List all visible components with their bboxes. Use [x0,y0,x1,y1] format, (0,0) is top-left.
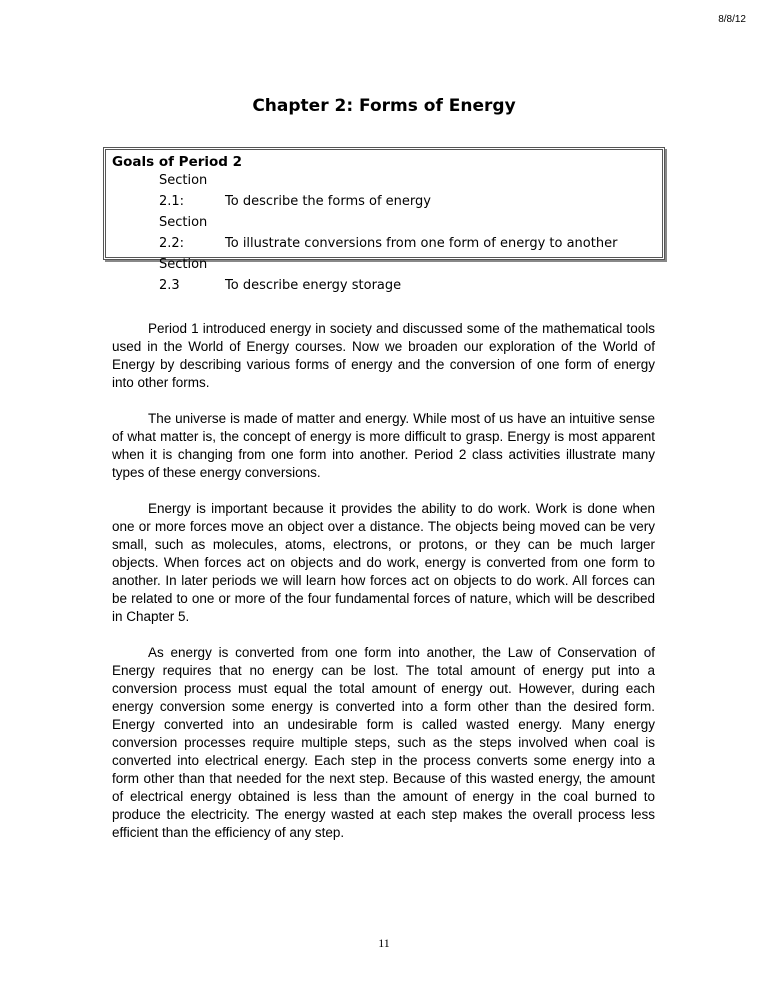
goal-item [159,170,662,212]
page-number: 11 [378,936,390,950]
paragraph: The universe is made of matter and energy. While most of us have an intuitive sense of what matter is, the concept of energy is more difficult to grasp. Energy is most apparent when it is changing from one form into another. Period 2 class activities illustrate many types of these energy conversions. [112,411,655,480]
goal-text: To describe the forms of energy [225,194,431,209]
goal-item [159,254,662,296]
goal-text: To describe energy storage [225,278,402,293]
goal-section: Section 2.3 [159,257,208,293]
header-date: 8/8/12 [718,14,746,25]
paragraph: Period 1 introduced energy in society and discussed some of the mathematical tools used in the World of Energy courses. Now we broaden our exploration of the World of Energy by describing various forms of energy and the conversion of one form of energy into other forms. [112,321,655,390]
goal-text: To illustrate conversions from one form of energy to another [225,236,618,251]
goals-heading: Goals of Period 2 [112,154,243,170]
chapter-title: Chapter 2: Forms of Energy [252,96,516,116]
goal-section: Section 2.1: [159,173,208,209]
paragraph: As energy is converted from one form into another, the Law of Conservation of Energy requires that no energy can be lost. The total amount of energy put into a conversion process must equal the total amount of energy out. However, during each energy conversion some energy is converted into a form other than the desired form. Energy converted into an undesirable form is called wasted energy. Many energy conversion processes require multiple steps, such as the steps involved when coal is converted into electrical energy. Each step in the process converts some energy into a form other than that needed for the next step. Because of this wasted energy, the amount of electrical energy obtained is less than the amount of energy in the coal burned to produce the electricity. The energy wasted at each step makes the overall process less efficient than the efficiency of any step. [112,645,655,840]
goal-item [159,212,662,254]
goal-section: Section 2.2: [159,215,208,251]
paragraph: Energy is important because it provides the ability to do work. Work is done when one or more forces move an object over a distance. The objects being moved can be very small, such as molecules, atoms, electrons, or protons, or they can be much larger objects. When forces act on objects and do work, energy is converted from one form to another. In later periods we will learn how forces act on objects to do work. All forces can be related to one or more of the four fundamental forces of nature, which will be described in Chapter 5. [112,501,655,624]
goals-box [103,147,665,293]
body-text [112,320,655,860]
